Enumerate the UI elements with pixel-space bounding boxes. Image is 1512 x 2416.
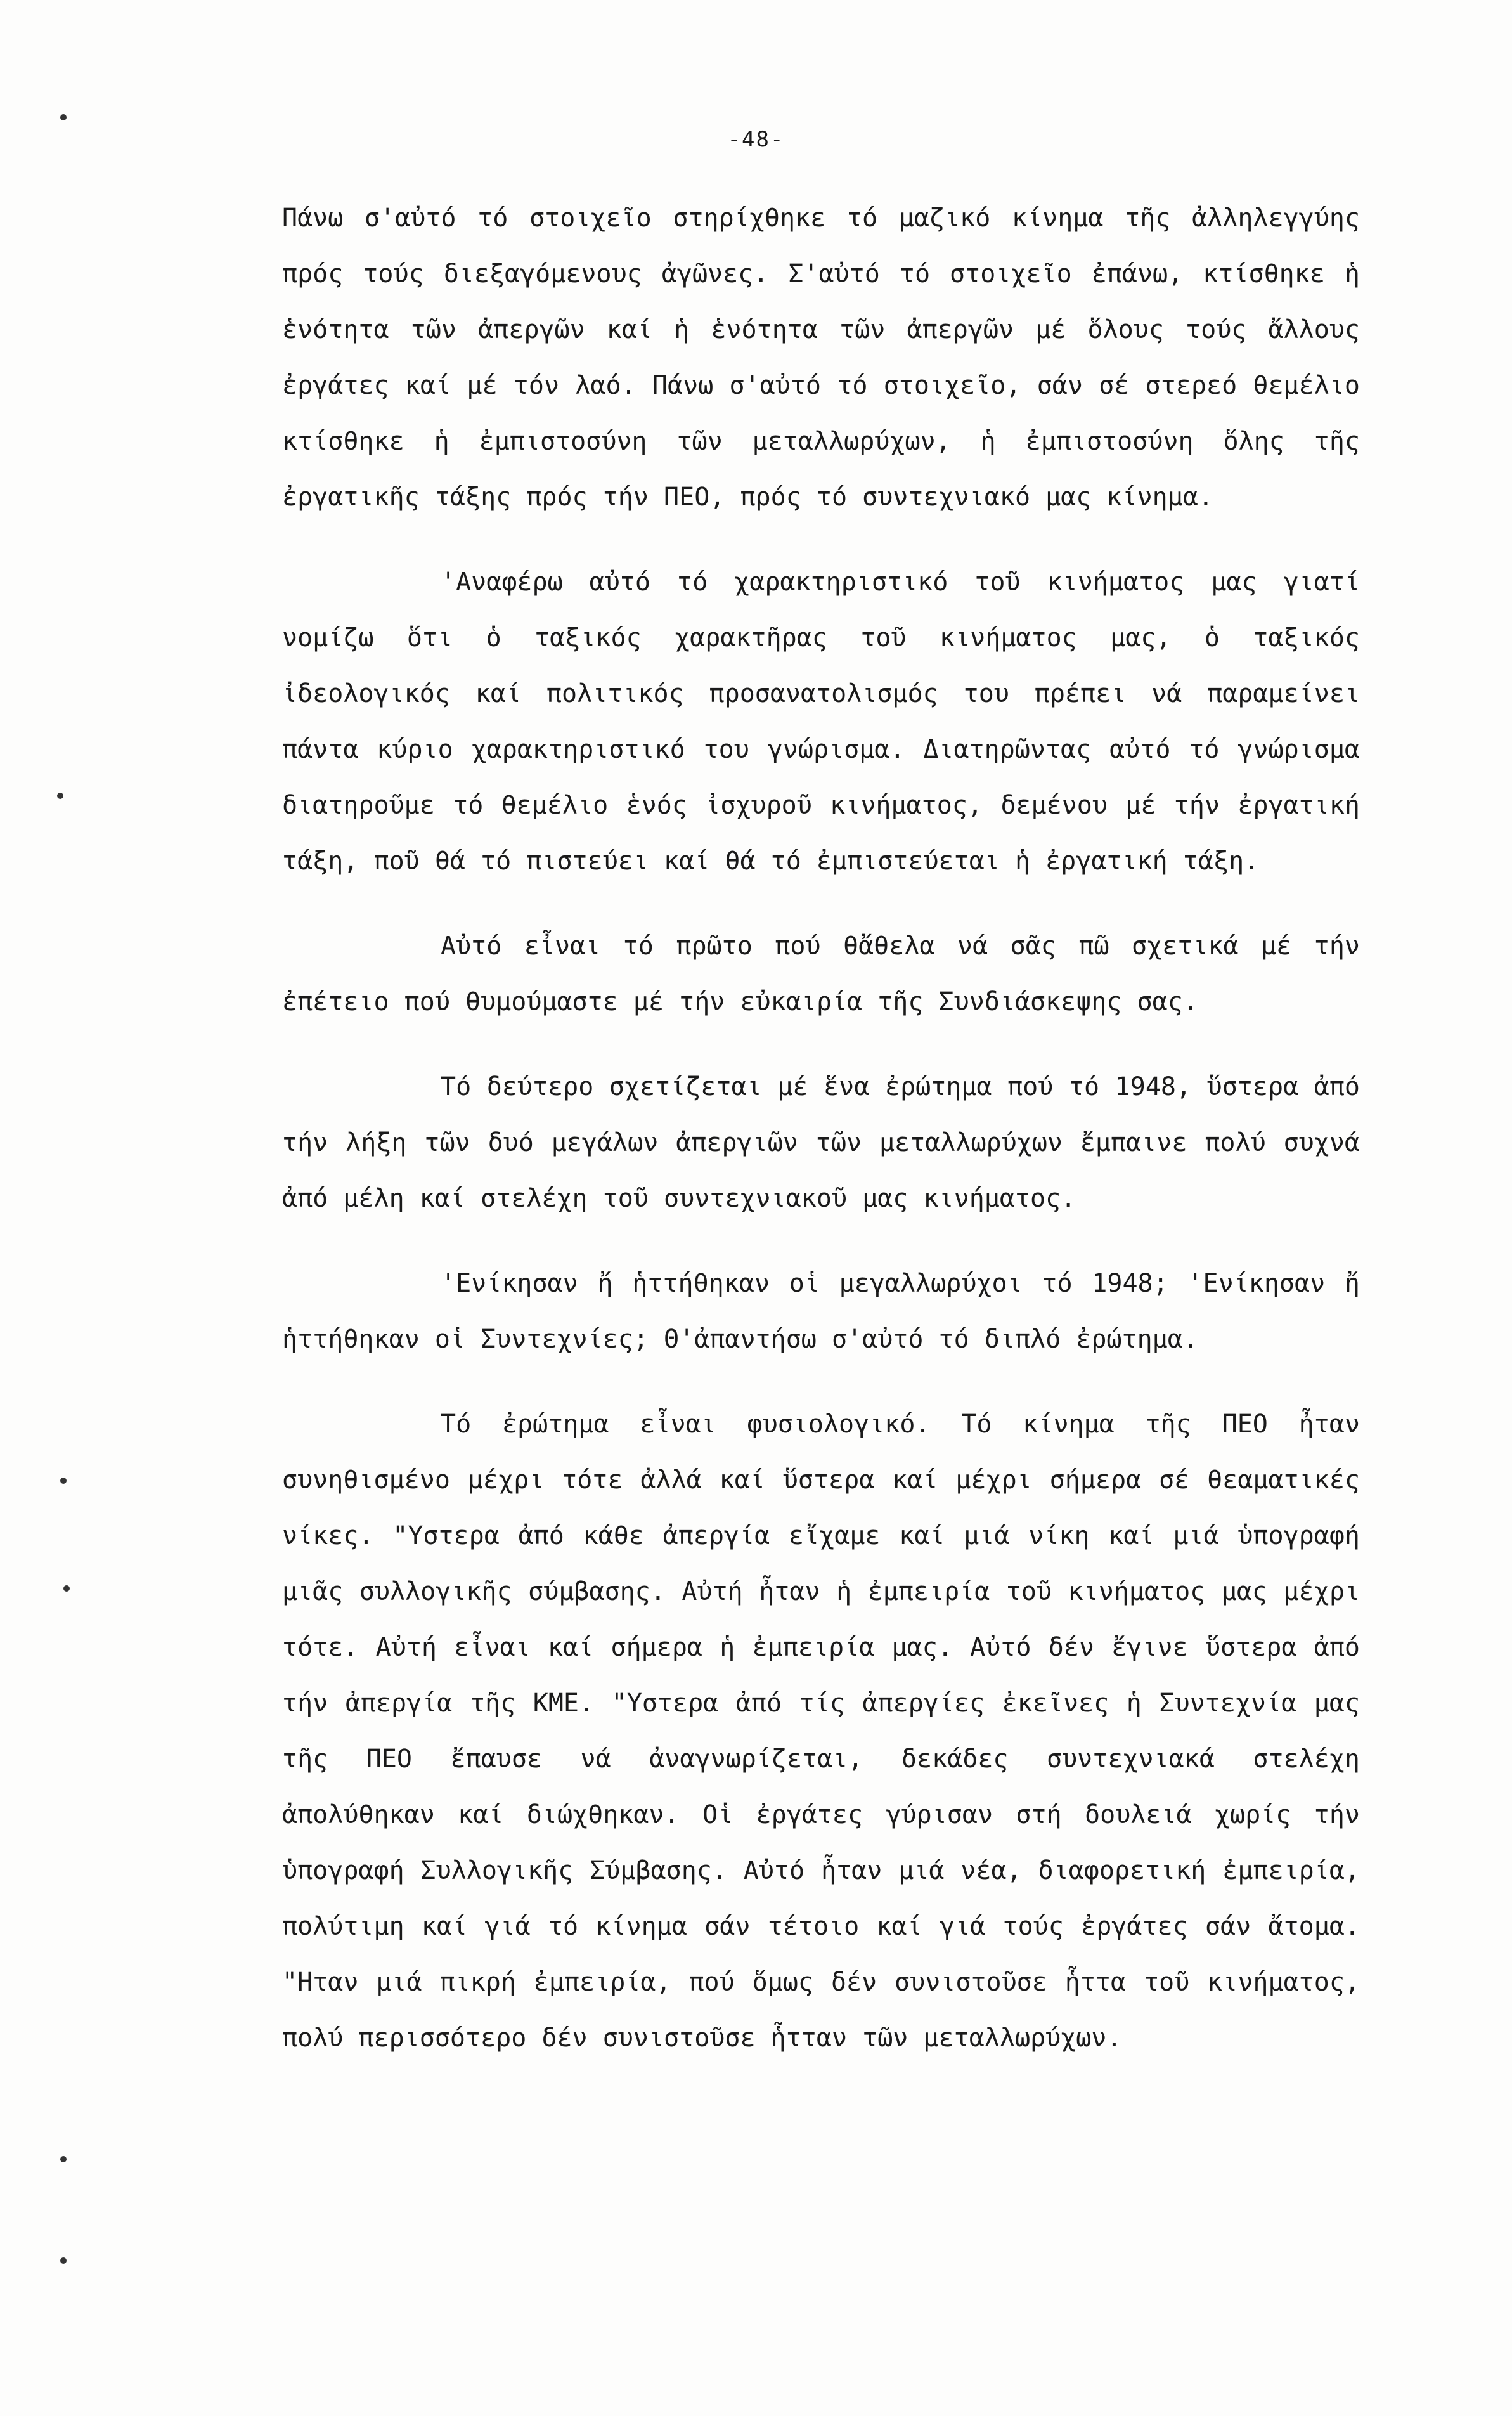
- paragraph-5: 'Ενίκησαν ἤ ἡττήθηκαν οἱ μεγαλλωρύχοι τό 1948; 'Ενίκησαν ἤ ἡττήθηκαν οἱ Συντεχνίες; Θ'ἀπαντήσω σ'αὐτό τό διπλό ἐρώτημα.: [282, 1269, 1376, 1354]
- scan-speck: [57, 793, 63, 799]
- scan-speck: [60, 2156, 67, 2162]
- paragraph-1: Πάνω σ'αὐτό τό στοιχεῖο στηρίχθηκε τό μαζικό κίνημα τῆς ἀλληλεγγύης πρός τούς διεξαγόμενους ἀγῶνες. Σ'αὐτό τό στοιχεῖο ἐπάνω, κτίσθηκε ἡ ἑνότητα τῶν ἀπεργῶν καί ἡ ἑνότητα τῶν ἀπεργῶν μέ ὅλους τούς ἄλλους ἐργάτες καί μέ τόν λαό. Πάνω σ'αὐτό τό στοιχεῖο, σάν σέ στερεό θεμέλιο κτίσθηκε ἡ ἐμπιστοσύνη τῶν μεταλλωρύχων, ἡ ἐμπιστοσύνη ὅλης τῆς ἐργατικῆς τάξης πρός τήν ΠΕΟ, πρός τό συντεχνιακό μας κίνημα.: [282, 204, 1376, 512]
- paragraph-4: Τό δεύτερο σχετίζεται μέ ἕνα ἐρώτημα πού τό 1948, ὕστερα ἀπό τήν λήξη τῶν δυό μεγάλων ἀπεργιῶν τῶν μεταλλωρύχων ἔμπαινε πολύ συχνά ἀπό μέλη καί στελέχη τοῦ συντεχνιακοῦ μας κινήματος.: [282, 1072, 1376, 1213]
- scan-speck: [60, 114, 67, 120]
- document-body: [282, 190, 1376, 2095]
- scan-speck: [60, 1478, 67, 1484]
- scan-speck: [63, 1585, 70, 1592]
- paragraph-6: Τό ἐρώτημα εἶναι φυσιολογικό. Τό κίνημα τῆς ΠΕΟ ἦταν συνηθισμένο μέχρι τότε ἀλλά καί ὕστερα καί μέχρι σήμερα σέ θεαματικές νίκες. "Υστερα ἀπό κάθε ἀπεργία εἴχαμε καί μιά νίκη καί μιά ὑπογραφή μιᾶς συλλογικῆς σύμβασης. Αὐτή ἦταν ἡ ἐμπειρία τοῦ κινήματος μας μέχρι τότε. Αὐτή εἶναι καί σήμερα ἡ ἐμπειρία μας. Αὐτό δέν ἔγινε ὕστερα ἀπό τήν ἀπεργία τῆς ΚΜΕ. "Υστερα ἀπό τίς ἀπεργίες ἐκεῖνες ἡ Συντεχνία μας τῆς ΠΕΟ ἔπαυσε νά ἀναγνωρίζεται, δεκάδες συντεχνιακά στελέχη ἀπολύθηκαν καί διώχθηκαν. Οἱ ἐργάτες γύρισαν στή δουλειά χωρίς τήν ὑπογραφή Συλλογικῆς Σύμβασης. Αὐτό ἦταν μιά νέα, διαφορετική ἐμπειρία, πολύτιμη καί γιά τό κίνημα σάν τέτοιο καί γιά τούς ἐργάτες σάν ἄτομα. "Ηταν μιά πικρή ἐμπειρία, πού ὅμως δέν συνιστοῦσε ἧττα τοῦ κινήματος, πολύ περισσότερο δέν συνιστοῦσε ἧτταν τῶν μεταλλωρύχων.: [282, 1410, 1376, 2053]
- page-number: -48-: [727, 127, 785, 152]
- paragraph-2: 'Αναφέρω αὐτό τό χαρακτηριστικό τοῦ κινήματος μας γιατί νομίζω ὅτι ὁ ταξικός χαρακτῆρας τοῦ κινήματος μας, ὁ ταξικός ἰδεολογικός καί πολιτικός προσανατολισμός του πρέπει νά παραμείνει πάντα κύριο χαρακτηριστικό του γνώρισμα. Διατηρῶντας αὐτό τό γνώρισμα διατηροῦμε τό θεμέλιο ἑνός ἰσχυροῦ κινήματος, δεμένου μέ τήν ἐργατική τάξη, ποῦ θά τό πιστεύει καί θά τό ἐμπιστεύεται ἡ ἐργατική τάξη.: [282, 568, 1376, 876]
- scan-speck: [60, 2257, 67, 2264]
- paragraph-3: Αὐτό εἶναι τό πρῶτο πού θἄθελα νά σᾶς πῶ σχετικά μέ τήν ἐπέτειο πού θυμούμαστε μέ τήν εὐκαιρία τῆς Συνδιάσκεψης σας.: [282, 932, 1376, 1016]
